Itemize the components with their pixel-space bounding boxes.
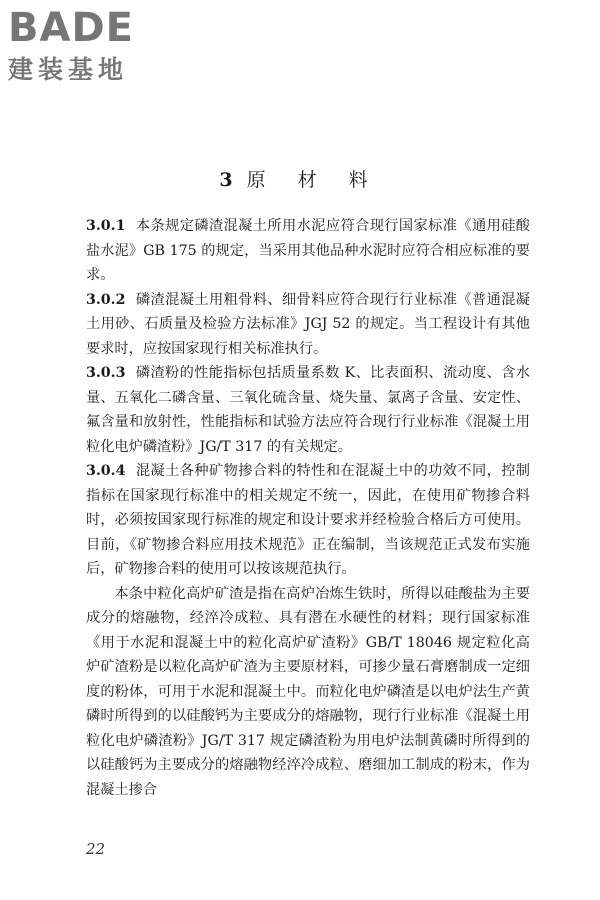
watermark-logo (8, 6, 188, 86)
clause (86, 214, 530, 288)
clause-text: 本条规定磷渣混凝土所用水泥应符合现行国家标准《通用硅酸盐水泥》GB 175 的规定，当采用其他品种水泥时应符合相应标准的要求。 (86, 218, 530, 283)
page-number: 22 (86, 840, 106, 858)
clause (86, 459, 530, 582)
clause (86, 288, 530, 362)
document-body (86, 214, 530, 802)
clause-number: 3.0.2 (86, 291, 126, 308)
watermark-brand: BADE (8, 5, 134, 51)
chapter-number: 3 (219, 168, 247, 191)
watermark-subtitle: 建装基地 (8, 55, 129, 84)
chapter-title-text: 原 材 料 (246, 168, 381, 191)
chapter-title (0, 165, 600, 195)
clause-text: 混凝土各种矿物掺合料的特性和在混凝土中的功效不同，控制指标在国家现行标准中的相关规定不统一，因此，在使用矿物掺合料时，必须按国家现行标准的规定和设计要求并经检验合格后方可使用。目前，《矿物掺合料应用技术规范》正在编制，当该规范正式发布实施后，矿物掺合料的使用可以按该规范执行。 (86, 463, 530, 577)
clause-text: 磷渣粉的性能指标包括质量系数 K、比表面积、流动度、含水量、五氧化二磷含量、三氧化硫含量、烧失量、氯离子含量、安定性、氟含量和放射性，性能指标和试验方法应符合现行行业标准《混凝土用粒化电炉磷渣粉》JG/T 317 的有关规定。 (86, 365, 530, 455)
clause-number: 3.0.3 (86, 365, 126, 381)
clause (86, 361, 530, 459)
explanation-paragraph: 本条中粒化高炉矿渣是指在高炉冶炼生铁时，所得以硅酸盐为主要成分的熔融物，经淬冷成粒、具有潜在水硬性的材料；现行国家标准《用于水泥和混凝土中的粒化高炉矿渣粉》GB/T 18046 规定粒化高炉矿渣粉是以粒化高炉矿渣为主要原材料，可掺少量石膏磨制成一定细度的粉体，可用于水泥和混凝土中。而粒化电炉磷渣是以电炉法生产黄磷时所得到的以硅酸钙为主要成分的熔融物，现行行业标准《混凝土用粒化电炉磷渣粉》JG/T 317 规定磷渣粉为用电炉法制黄磷时所得到的以硅酸钙为主要成分的熔融物经淬冷成粒、磨细加工制成的粉末，作为混凝土掺合 (86, 585, 530, 798)
clause-number: 3.0.4 (86, 463, 126, 479)
clause-text: 磷渣混凝土用粗骨料、细骨料应符合现行行业标准《普通混凝土用砂、石质量及检验方法标准》JGJ 52 的规定。当工程设计有其他要求时，应按国家现行相关标准执行。 (86, 291, 530, 357)
clause-number: 3.0.1 (86, 218, 126, 234)
